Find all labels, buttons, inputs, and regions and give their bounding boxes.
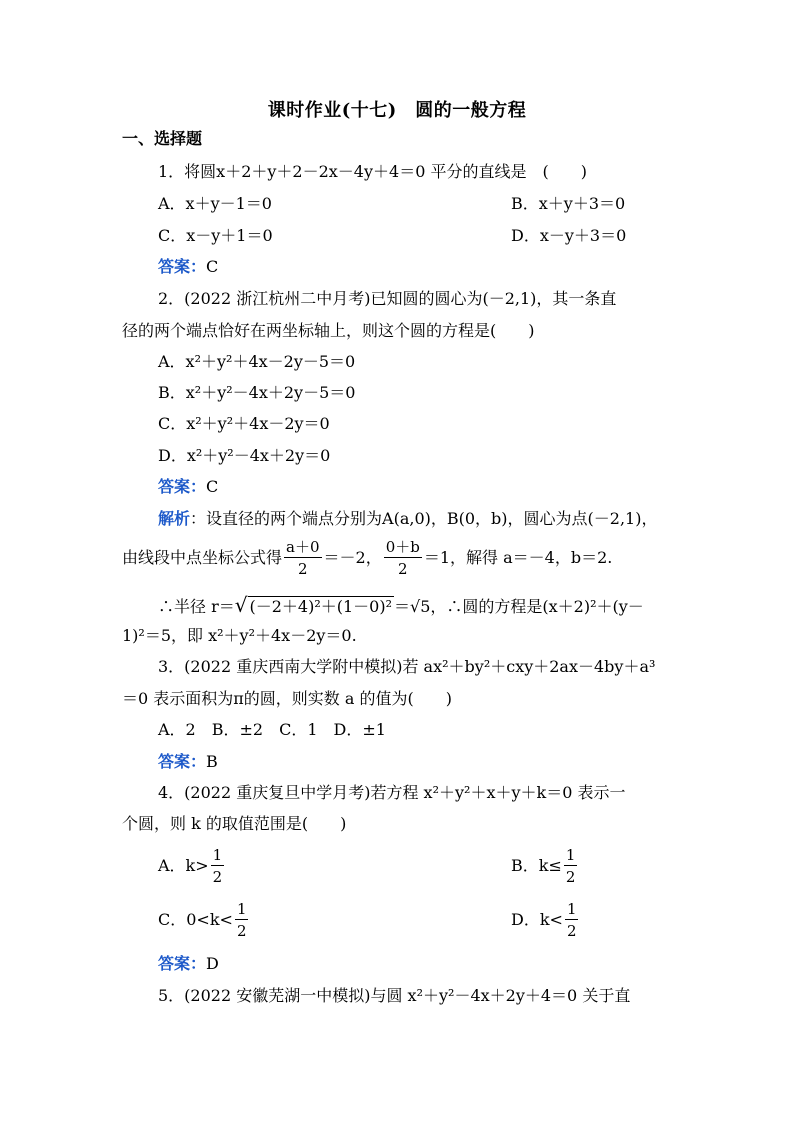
q3-stem-line1: 3．(2022 重庆西南大学附中模拟)若 ax²＋by²＋cxy＋2ax－4by＋a³ <box>158 657 656 676</box>
answer-label: 答案： <box>158 477 207 496</box>
fraction-denominator: 2 <box>566 922 577 940</box>
fraction-denominator: 2 <box>212 868 223 886</box>
q2-analysis-line4: 1)²＝5，即 x²＋y²＋4x－2y＝0. <box>122 626 357 645</box>
q1-option-c: C．x－y＋1＝0 <box>158 226 273 245</box>
q3-options: A．2 B．±2 C．1 D．±1 <box>158 720 386 739</box>
fraction-denominator: 2 <box>398 560 408 578</box>
analysis-text: ＝－2， <box>323 548 382 567</box>
option-text: A．k> <box>158 856 209 875</box>
fraction <box>565 899 579 942</box>
q1-answer <box>158 256 218 278</box>
q4-stem-line2: 个圆，则 k 的取值范围是( ) <box>122 814 347 833</box>
analysis-label: 解析 <box>158 509 191 528</box>
q1-option-a: A．x＋y－1＝0 <box>158 194 272 213</box>
q1-option-d: D．x－y＋3＝0 <box>511 226 627 245</box>
fraction-numerator: 1 <box>566 900 577 918</box>
q4-option-b <box>511 844 579 888</box>
q4-option-a <box>158 844 226 888</box>
option-text: D．k< <box>511 910 563 929</box>
answer-value: D <box>206 954 219 973</box>
q3-answer <box>158 751 218 773</box>
answer-value: C <box>206 257 219 276</box>
radicand: (－2＋4)²＋(1－0)² <box>249 597 393 616</box>
q2-option-a: A．x²＋y²＋4x－2y－5＝0 <box>158 352 356 371</box>
fraction-numerator: 1 <box>565 846 576 864</box>
fraction-denominator: 2 <box>236 922 247 940</box>
fraction-numerator: 1 <box>236 900 247 918</box>
analysis-text: ∴半径 r＝ <box>158 597 235 616</box>
option-text: C．0<k< <box>158 910 233 929</box>
answer-label: 答案： <box>158 257 207 276</box>
fraction <box>564 845 578 888</box>
q2-analysis-line3 <box>158 594 644 618</box>
q2-stem-line1: 2．(2022 浙江杭州二中月考)已知圆的圆心为(－2,1)，其一条直 <box>158 289 617 308</box>
fraction-numerator: a＋0 <box>286 538 320 556</box>
q2-stem-line2: 径的两个端点恰好在两坐标轴上，则这个圆的方程是( ) <box>122 321 535 340</box>
q2-option-b: B．x²＋y²－4x＋2y－5＝0 <box>158 383 356 402</box>
q2-option-d: D．x²＋y²－4x＋2y＝0 <box>158 446 331 465</box>
q4-answer <box>158 953 219 975</box>
fraction <box>384 537 422 580</box>
fraction-denominator: 2 <box>565 868 576 886</box>
analysis-text: ：设直径的两个端点分别为A(a,0)，B(0，b)，圆心为点(－2,1)， <box>190 509 658 528</box>
q2-analysis-line1 <box>158 508 657 530</box>
q2-analysis-line2 <box>122 536 612 580</box>
q2-answer <box>158 476 218 498</box>
answer-label: 答案： <box>158 954 207 973</box>
q4-option-c <box>158 898 250 942</box>
q1-option-b: B．x＋y＋3＝0 <box>511 194 626 213</box>
q3-stem-line2: ＝0 表示面积为π的圆，则实数 a 的值为( ) <box>122 689 452 708</box>
fraction <box>211 845 225 888</box>
fraction <box>284 537 322 580</box>
analysis-text: 由线段中点坐标公式得 <box>122 548 283 567</box>
radical-sign: √ <box>234 593 248 617</box>
answer-label: 答案： <box>158 752 207 771</box>
q2-option-c: C．x²＋y²＋4x－2y＝0 <box>158 414 330 433</box>
answer-value: B <box>206 752 218 771</box>
fraction <box>235 899 249 942</box>
answer-value: C <box>206 477 219 496</box>
section-heading: 一、选择题 <box>122 129 203 148</box>
q4-stem-line1: 4．(2022 重庆复旦中学月考)若方程 x²＋y²＋x＋y＋k＝0 表示一 <box>158 783 626 802</box>
fraction-numerator: 1 <box>212 846 223 864</box>
analysis-text: ＝1，解得 a＝－4，b＝2. <box>423 548 613 567</box>
q4-option-d <box>511 898 580 942</box>
page-title: 课时作业(十七) 圆的一般方程 <box>267 100 527 121</box>
q5-stem-line1: 5．(2022 安徽芜湖一中模拟)与圆 x²＋y²－4x＋2y＋4＝0 关于直 <box>158 986 631 1005</box>
option-text: B．k≤ <box>511 856 562 875</box>
fraction-numerator: 0＋b <box>385 538 420 556</box>
analysis-text: ＝√5，∴圆的方程是(x＋2)²＋(y－ <box>394 597 644 616</box>
q1-stem: 1．将圆x＋2＋y＋2－2x－4y＋4＝0 平分的直线是 ( ) <box>158 162 587 181</box>
fraction-denominator: 2 <box>297 560 308 578</box>
